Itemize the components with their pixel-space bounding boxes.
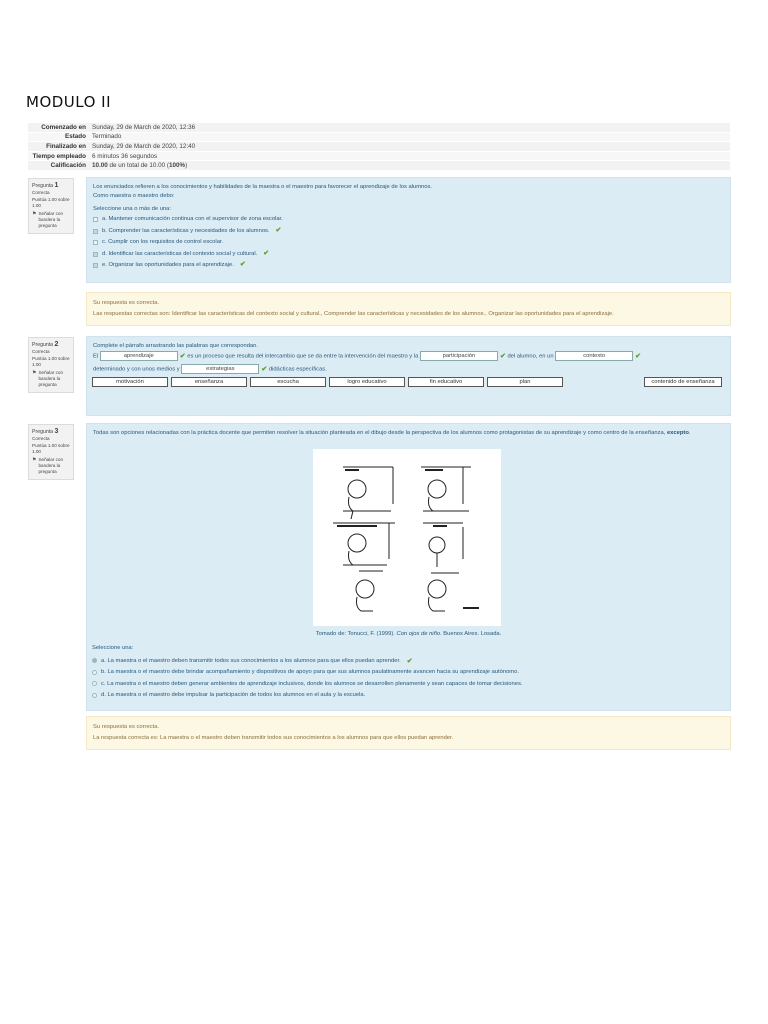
radio-button[interactable] bbox=[92, 693, 97, 698]
question-text: Los enunciados refieren a los conocimientos y habilidades de la maestra o el maestro para favorecer el aprendizaje de los alumnos. bbox=[93, 184, 432, 190]
word-chip[interactable]: plan bbox=[487, 377, 563, 387]
radio-button[interactable] bbox=[92, 681, 97, 686]
question-word: Pregunta bbox=[32, 429, 54, 435]
feedback-answer: Las respuestas correctas son: Identificar las características del contexto social y cultural., Comprender las características y necesidades de los alumnos., Organizar las oportunidades para el aprendizaje. bbox=[93, 311, 614, 317]
option-label: c. La maestra o el maestro deben generar ambientes de aprendizaje inclusivos, donde los alumnos se desarrollen plenamente y sean capaces de tomar decisiones. bbox=[101, 680, 523, 687]
option-label: e. Organizar las oportunidades para el aprendizaje. bbox=[102, 262, 234, 269]
feedback-status: Su respuesta es correcta. bbox=[93, 724, 160, 730]
summary-value: Terminado bbox=[92, 133, 122, 141]
cartoon-drawing bbox=[313, 449, 501, 626]
option-label: a. La maestra o el maestro deben transmitir todos sus conocimientos a los alumnos para que ellos puedan aprender. bbox=[101, 657, 401, 664]
question-score: Puntúa 1.00 sobre 1.00 bbox=[32, 355, 70, 367]
check-icon: ✔ bbox=[179, 352, 186, 360]
flag-icon: ⚑ bbox=[32, 211, 37, 217]
cloze-line-2 bbox=[93, 364, 724, 377]
flag-question-link[interactable] bbox=[32, 457, 70, 476]
flag-question-link[interactable] bbox=[32, 211, 70, 230]
flag-label: Señalar con bandera la pregunta bbox=[38, 370, 64, 388]
question-prompt: Seleccione una: bbox=[92, 645, 134, 651]
summary-label: Tiempo empleado bbox=[32, 152, 86, 160]
question-text-emphasis: excepto bbox=[666, 430, 689, 436]
drop-zone-4[interactable]: estrategias bbox=[181, 364, 259, 374]
drop-zone-3[interactable]: contexto bbox=[555, 351, 633, 361]
summary-row-state bbox=[28, 133, 730, 143]
option-d[interactable] bbox=[93, 248, 724, 260]
question-info-3 bbox=[28, 424, 74, 480]
question-state: Correcta bbox=[32, 349, 50, 355]
check-icon: ✔ bbox=[406, 657, 413, 665]
drop-zone-1[interactable]: aprendizaje bbox=[100, 351, 178, 361]
flag-icon: ⚑ bbox=[32, 370, 37, 376]
summary-value bbox=[92, 162, 187, 169]
summary-value: Sunday, 29 de March de 2020, 12:36 bbox=[92, 123, 196, 131]
question-3-feedback bbox=[86, 716, 731, 750]
summary-row-time bbox=[28, 152, 730, 162]
check-icon: ✔ bbox=[239, 261, 246, 269]
option-label: c. Cumplir con los requisitos de control escolar. bbox=[102, 239, 224, 246]
check-icon: ✔ bbox=[635, 352, 642, 360]
check-icon: ✔ bbox=[261, 365, 268, 373]
summary-label: Comenzado en bbox=[41, 123, 86, 131]
radio-button[interactable] bbox=[92, 658, 97, 663]
word-chip[interactable]: logro educativo bbox=[329, 377, 405, 387]
cloze-line-1 bbox=[93, 351, 724, 364]
option-a[interactable] bbox=[92, 655, 727, 667]
question-word: Pregunta bbox=[32, 342, 54, 348]
summary-label: Finalizado en bbox=[46, 142, 86, 150]
option-d[interactable] bbox=[92, 690, 727, 702]
cartoon-illustration bbox=[313, 449, 501, 626]
grade-score: 10.00 bbox=[92, 162, 108, 170]
question-score: Puntúa 1.00 sobre 1.00 bbox=[32, 196, 70, 208]
question-word: Pregunta bbox=[32, 183, 54, 189]
check-icon: ✔ bbox=[263, 249, 270, 257]
grade-close: ) bbox=[185, 162, 188, 170]
option-b[interactable] bbox=[93, 225, 724, 237]
question-info-1 bbox=[28, 178, 74, 234]
cloze-text: didácticas específicas. bbox=[268, 366, 327, 373]
question-number bbox=[32, 340, 70, 349]
question-state: Correcta bbox=[32, 190, 50, 196]
question-state: Correcta bbox=[32, 436, 50, 442]
feedback-status: Su respuesta es correcta. bbox=[93, 300, 160, 306]
option-label: b. Comprender las características y necesidades de los alumnos. bbox=[102, 227, 270, 234]
page-title: MODULO II bbox=[26, 93, 112, 111]
question-prompt: Seleccione una o más de una: bbox=[93, 205, 171, 212]
word-chip[interactable]: motivación bbox=[92, 377, 168, 387]
flag-label: Señalar con bandera la pregunta bbox=[38, 457, 64, 475]
feedback-answer: La respuesta correcta es: La maestra o el maestro deben transmitir todos sus conocimientos a los alumnos para que ellos puedan aprender. bbox=[93, 735, 454, 741]
check-icon: ✔ bbox=[499, 352, 506, 360]
option-label: b. La maestra o el maestro debe brindar acompañamiento y dispositivos de apoyo para que sus alumnos paulatinamente avancen hacia su aprendizaje autónomo. bbox=[101, 669, 519, 676]
caption-text: Tomado de: Tonucci, F. (1999). bbox=[315, 631, 397, 637]
summary-row-finished bbox=[28, 142, 730, 152]
question-1 bbox=[86, 177, 731, 283]
cloze-text: es un proceso que resulta del intercambio que se da entre la intervención del maestro y la bbox=[187, 353, 419, 360]
radio-button[interactable] bbox=[92, 670, 97, 675]
image-caption bbox=[86, 631, 731, 637]
option-e[interactable] bbox=[93, 260, 724, 272]
summary-label: Calificación bbox=[50, 162, 86, 170]
summary-value: 6 minutos 36 segundos bbox=[92, 152, 158, 160]
option-b[interactable] bbox=[92, 667, 727, 679]
cloze-text: El bbox=[93, 353, 99, 360]
question-text bbox=[93, 429, 724, 438]
question-score: Puntúa 1.00 sobre 1.00 bbox=[32, 442, 70, 454]
question-text-end: . bbox=[688, 430, 691, 436]
option-label: d. La maestra o el maestro debe impulsar la participación de todos los alumnos en el aula y la escuela. bbox=[101, 692, 366, 699]
summary-row-started bbox=[28, 123, 730, 133]
checkbox[interactable] bbox=[93, 252, 98, 257]
checkbox[interactable] bbox=[93, 229, 98, 234]
question-num: 3 bbox=[54, 428, 59, 435]
check-icon: ✔ bbox=[275, 226, 282, 234]
flag-icon: ⚑ bbox=[32, 457, 37, 463]
question-subtext: Como maestra o maestro debo: bbox=[93, 192, 175, 199]
option-c[interactable] bbox=[92, 678, 727, 690]
caption-title: Con ojos de niño bbox=[396, 631, 441, 637]
question-num: 1 bbox=[54, 182, 59, 189]
question-2 bbox=[86, 336, 731, 416]
question-text-main: Todas son opciones relacionadas con la práctica docente que permiten resolver la situación planteada en el dibujo desde la perspectiva de los alumnos como protagonistas de su aprendizaje y como centro de la enseñanza, bbox=[93, 430, 666, 436]
word-chip[interactable]: enseñanza bbox=[171, 377, 247, 387]
caption-source: . Buenos Aires. Losada. bbox=[440, 631, 502, 637]
word-chip[interactable]: contenido de enseñanza bbox=[644, 377, 722, 387]
attempt-summary bbox=[28, 123, 730, 171]
flag-label: Señalar con bandera la pregunta bbox=[38, 211, 64, 229]
checkbox[interactable] bbox=[93, 217, 98, 222]
question-info-2 bbox=[28, 337, 74, 393]
question-number bbox=[32, 181, 70, 190]
summary-row-grade bbox=[28, 161, 730, 171]
cloze-text: determinado y con unos medios y bbox=[93, 366, 180, 373]
option-label: a. Mantener comunicación continua con el supervisor de zona escolar. bbox=[102, 216, 283, 223]
question-number bbox=[32, 427, 70, 436]
question-prompt: Complete el párrafo arrastrando las palabras que correspondan. bbox=[93, 343, 258, 349]
cloze-text: del alumno, en un bbox=[507, 353, 554, 360]
grade-percent: 100% bbox=[169, 162, 186, 170]
checkbox[interactable] bbox=[93, 263, 98, 268]
question-num: 2 bbox=[54, 341, 59, 348]
option-label: d. Identificar las características del contexto social y cultural. bbox=[102, 250, 258, 257]
drop-zone-2[interactable]: participación bbox=[420, 351, 498, 361]
question-3-options bbox=[92, 645, 727, 701]
option-c[interactable] bbox=[93, 237, 724, 249]
summary-value: Sunday, 29 de March de 2020, 12:40 bbox=[92, 142, 196, 150]
flag-question-link[interactable] bbox=[32, 370, 70, 389]
grade-total: de un total de 10.00 ( bbox=[107, 162, 170, 170]
checkbox[interactable] bbox=[93, 240, 98, 245]
word-chip[interactable]: fin educativo bbox=[408, 377, 484, 387]
word-chip[interactable]: escucha bbox=[250, 377, 326, 387]
question-1-feedback bbox=[86, 292, 731, 326]
summary-label: Estado bbox=[65, 133, 86, 141]
option-a[interactable] bbox=[93, 214, 724, 226]
